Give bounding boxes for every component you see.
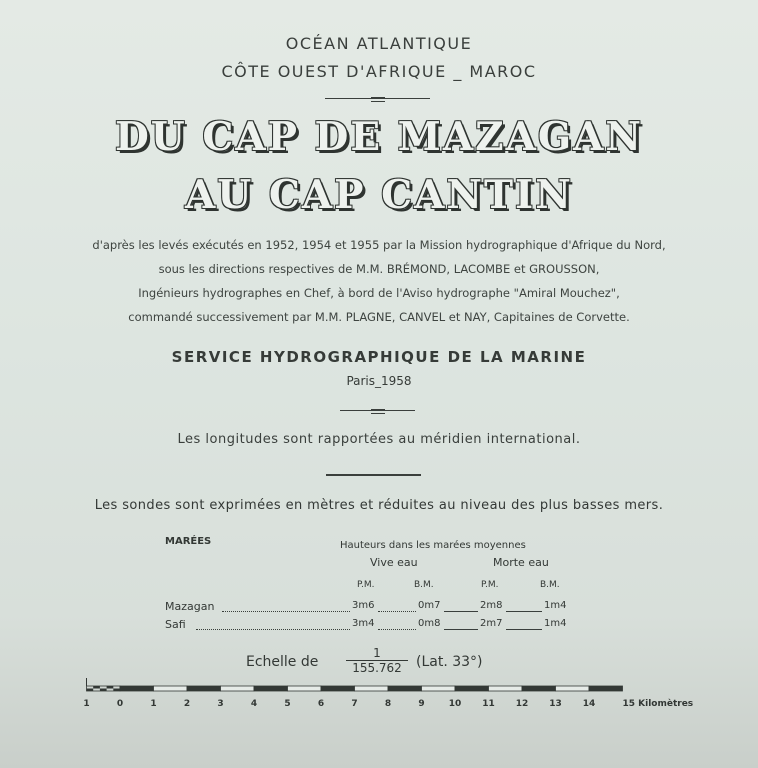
service-place-date: Paris_1958 — [346, 374, 412, 388]
tide-pm-vive: 3m6 — [352, 600, 375, 611]
tides-label: MARÉES — [165, 536, 212, 547]
credits-line-1: d'après les levés exécutés en 1952, 1954 et 1955 par la Mission hydrographique d'Afrique du Nord, — [92, 238, 666, 252]
scale-tick-label: 0 — [116, 699, 124, 709]
col-pm-morte: P.M. — [481, 580, 499, 590]
scale-bar — [80, 670, 720, 720]
leader-dots — [378, 629, 416, 630]
leader-dots — [222, 611, 350, 612]
scale-segment — [489, 686, 523, 691]
scale-tick-label: 8 — [384, 699, 392, 709]
scale-segment — [422, 686, 456, 691]
scale-denominator: 155.762 — [352, 661, 402, 675]
tide-bm-morte: 1m4 — [544, 600, 567, 611]
scale-segment — [589, 686, 623, 691]
scale-latitude: (Lat. 33°) — [416, 654, 483, 670]
tide-place: Mazagan — [165, 600, 215, 613]
scale-segment — [522, 686, 556, 691]
scale-tick-label: 1 — [150, 699, 157, 709]
chart-title-line-2: AU CAP CANTIN — [185, 172, 573, 218]
scale-tick-label: 3 — [217, 699, 224, 709]
scale-segment — [288, 686, 322, 691]
scale-segment — [221, 686, 255, 691]
scale-tick-label: 13 — [549, 699, 562, 709]
scale-tick-label: 2 — [183, 699, 191, 709]
leader-dots — [196, 629, 350, 630]
col-bm-morte: B.M. — [540, 580, 560, 590]
soundings-note: Les sondes sont exprimées en mètres et réduites au niveau des plus basses mers. — [94, 498, 664, 513]
credits-line-3: Ingénieurs hydrographes en Chef, à bord de l'Aviso hydrographe "Amiral Mouchez", — [138, 286, 620, 300]
tide-bm-morte: 1m4 — [544, 618, 567, 629]
tides-heading: Hauteurs dans les marées moyennes — [340, 540, 526, 551]
leader-line — [506, 611, 542, 612]
divider-2 — [340, 410, 415, 411]
tide-pm-morte: 2m8 — [480, 600, 503, 611]
scale-tick-label: 14 — [582, 699, 596, 709]
credits-line-4: commandé successivement par M.M. PLAGNE, CANVEL et NAY, Capitaines de Corvette. — [128, 310, 630, 324]
scale-segment — [455, 686, 489, 691]
tide-bm-vive: 0m7 — [418, 600, 441, 611]
divider-3 — [326, 474, 421, 476]
scale-tick-label: 6 — [317, 699, 325, 709]
service-name: SERVICE HYDROGRAPHIQUE DE LA MARINE — [171, 348, 587, 366]
scale-segment — [187, 686, 221, 691]
vive-eau-heading: Vive eau — [370, 556, 418, 569]
scale-segment — [355, 686, 389, 691]
tide-place: Safi — [165, 618, 186, 631]
scale-tick-label: 4 — [250, 699, 258, 709]
scale-tick-label: 15 Kilomètres — [622, 699, 694, 709]
coast-heading: CÔTE OUEST D'AFRIQUE _ MAROC — [221, 62, 537, 81]
scale-tick-label: 1 — [83, 699, 90, 709]
scale-segment — [321, 686, 355, 691]
scale-tick-label: 7 — [351, 699, 358, 709]
col-bm-vive: B.M. — [414, 580, 434, 590]
leader-line — [444, 611, 478, 612]
col-pm-vive: P.M. — [357, 580, 375, 590]
leader-line — [444, 629, 478, 630]
tide-pm-morte: 2m7 — [480, 618, 503, 629]
scale-segment — [556, 686, 590, 691]
morte-eau-heading: Morte eau — [493, 556, 549, 569]
scale-tick-label: 12 — [515, 699, 529, 709]
scale-tick-label: 11 — [482, 699, 495, 709]
scale-segment — [388, 686, 422, 691]
divider-1 — [325, 98, 430, 99]
scale-tick-label: 9 — [418, 699, 425, 709]
scale-segment — [120, 686, 154, 691]
longitudes-note: Les longitudes sont rapportées au méridien international. — [177, 432, 581, 447]
leader-dots — [378, 611, 416, 612]
scale-tick-label: 5 — [284, 699, 291, 709]
scale-segment — [154, 686, 188, 691]
scale-tick-label: 10 — [448, 699, 462, 709]
tide-bm-vive: 0m8 — [418, 618, 441, 629]
credits-line-2: sous les directions respectives de M.M. BRÉMOND, LACOMBE et GROUSSON, — [158, 262, 600, 276]
chart-title-line-1: DU CAP DE MAZAGAN — [114, 114, 644, 160]
ocean-heading: OCÉAN ATLANTIQUE — [285, 34, 473, 53]
tide-pm-vive: 3m4 — [352, 618, 375, 629]
scale-numerator: 1 — [346, 646, 408, 661]
leader-line — [506, 629, 542, 630]
scale-label: Echelle de — [246, 654, 319, 670]
scale-segment — [254, 686, 288, 691]
